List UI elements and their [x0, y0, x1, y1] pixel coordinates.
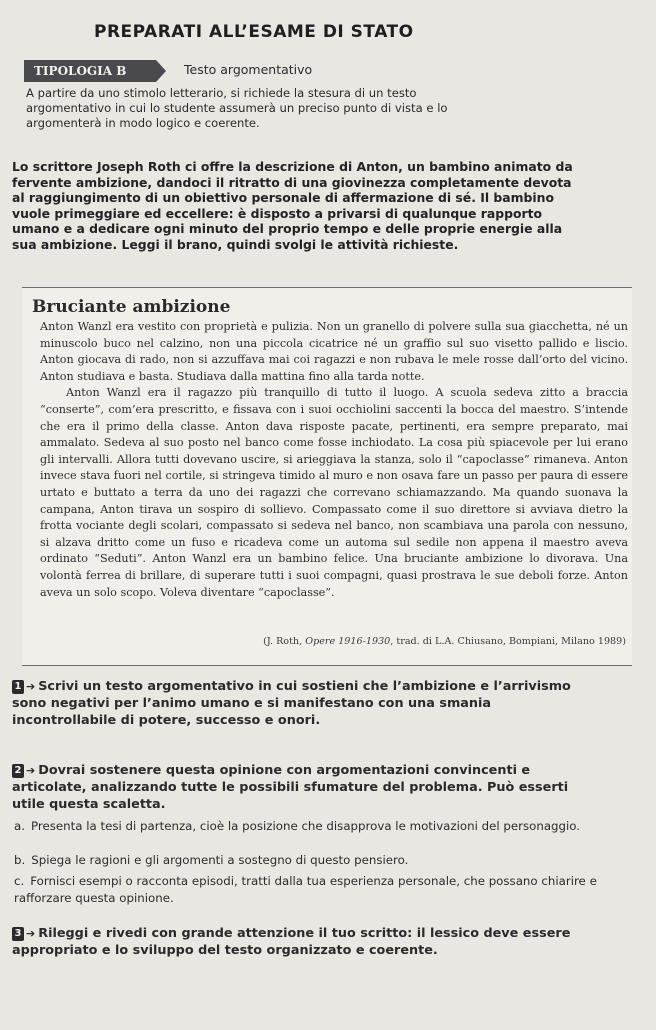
- subtask-a: [14, 818, 604, 835]
- arrow-right-icon: ➔: [26, 927, 36, 940]
- task-1-text: Scrivi un testo argomentativo in cui sostieni che l’ambizione e l’arrivismo sono negativi per l’animo umano e si manifestano con una smania incontrollabile di potere, successo e onori.: [12, 679, 571, 728]
- task-number-badge: 3: [12, 927, 24, 941]
- subtask-letter: b.: [14, 853, 26, 867]
- task-2: [12, 762, 597, 813]
- stimolo-text: Lo scrittore Joseph Roth ci offre la descrizione di Anton, un bambino animato da fervente ambizione, dandoci il ritratto di una giovinezza completamente devota al raggiungimento di un obiettivo personale di affermazione di sé. Il bambino vuole primeggiare ed eccellere: è disposto a privarsi di qualunque rapporto umano e a dedicare ogni minuto del proprio tempo e delle proprie energie alla sua ambizione. Leggi il brano, quindi svolgi le attività richieste.: [12, 159, 573, 252]
- task-1: [12, 678, 572, 729]
- subtask-b: [14, 852, 604, 869]
- badge-arrow-icon: [156, 60, 166, 82]
- tipologia-badge: TIPOLOGIA B: [24, 60, 156, 82]
- passage-paragraph-1: Anton Wanzl era vestito con proprietà e pulizia. Non un granello di polvere sulla sua giacchetta, né un minuscolo buco nel calzino, non una piccola cicatrice né un graffio sul suo visetto pallido e liscio. Anton giocava di rado, non si azzuffava mai coi ragazzi e non rubava le mele rosse dall’orto del vicino. Anton studiava e basta. Studiava dalla mattina fino alla tarda notte.: [40, 320, 628, 383]
- task-2-text: Dovrai sostenere questa opinione con argomentazioni convincenti e articolate, analizzando tutte le possibili sfumature del problema. Può esserti utile questa scaletta.: [12, 763, 569, 812]
- page-title: PREPARATI ALL’ESAME DI STATO: [94, 22, 414, 42]
- task-number-badge: 2: [12, 764, 24, 778]
- passage-citation: [263, 636, 626, 647]
- citation-author: (J. Roth,: [263, 636, 306, 647]
- arrow-right-icon: ➔: [26, 764, 36, 777]
- subtask-a-text: Presenta la tesi di partenza, cioè la posizione che disapprova le motivazioni del personaggio.: [30, 819, 581, 833]
- subtask-letter: a.: [14, 819, 25, 833]
- subtask-c: [14, 873, 604, 907]
- task-3: [12, 925, 612, 959]
- subtask-b-text: Spiega le ragioni e gli argomenti a sostegno di questo pensiero.: [31, 853, 409, 867]
- subtask-letter: c.: [14, 874, 25, 888]
- task-3-text: Rileggi e rivedi con grande attenzione il tuo scritto: il lessico deve essere appropriato e lo sviluppo del testo organizzato e coerente.: [12, 926, 571, 958]
- tipologia-row: [24, 60, 624, 82]
- passage-paragraph-2: Anton Wanzl era il ragazzo più tranquillo di tutto il luogo. A scuola sedeva zitto a braccia “conserte”, com’era prescritto, e fissava con i suoi occhiolini saccenti la bocca del maestro. S’intende che era il primo della classe. Anton dava risposte pacate, pertinenti, era sempre preparato, mai ammalato. Sedeva al suo posto nel banco come fosse inchiodato. La cosa più spiacevole per lui erano gli intervalli. Allora tutti dovevano uscire, si arieggiava la stanza, solo il “capoclasse” rimaneva. Anton invece stava fuori nel cortile, si stringeva timido al muro e non osava fare un passo per paura di essere urtato e buttato a terra da uno dei ragazzi che correvano schiamazzando. Ma quando suonava la campana, Anton tirava un sospiro di sollievo. Compassato come il suo direttore si avviava dietro la frotta vociante degli scolari, compassato si sedeva nel banco, non scambiava una parola con nessuno, si alzava dritto come un fuso e ricadeva come un automa sul sedile non appena il maestro aveva ordinato “Seduti”. Anton Wanzl era un bambino felice. Una bruciante ambizione lo divorava. Una volontà ferrea di brillare, di superare tutti i suoi compagni, quasi prostrava le sue deboli forze. Anton aveva un solo scopo. Voleva diventare “capoclasse”.: [40, 386, 628, 599]
- passage-text: [40, 319, 628, 601]
- passage-title: Bruciante ambizione: [32, 297, 231, 317]
- citation-work: Opere 1916-1930: [305, 636, 391, 647]
- arrow-right-icon: ➔: [26, 680, 36, 693]
- task-number-badge: 1: [12, 680, 24, 694]
- tipologia-label: Testo argomentativo: [184, 62, 313, 77]
- intro-text: A partire da uno stimolo letterario, si richiede la stesura di un testo argomentativo in cui lo studente assumerà un preciso punto di vista e lo argomenterà in modo logico e coerente.: [26, 86, 448, 131]
- subtask-c-text: Fornisci esempi o racconta episodi, tratti dalla tua esperienza personale, che possano chiarire e rafforzare questa opinione.: [14, 874, 597, 905]
- citation-rest: , trad. di L.A. Chiusano, Bompiani, Milano 1989): [390, 636, 626, 647]
